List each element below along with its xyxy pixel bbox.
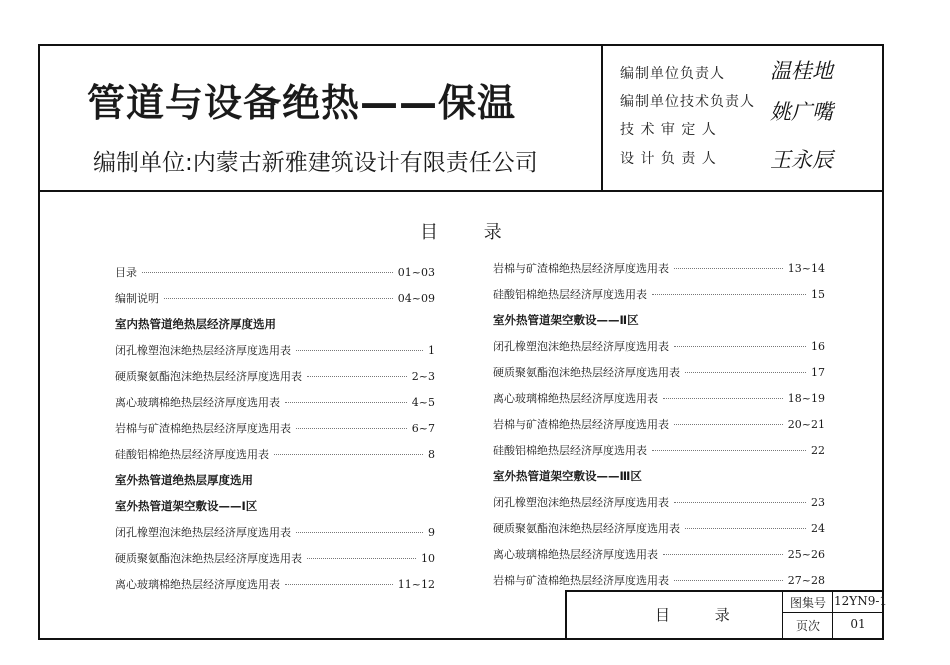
- toc-entry-page: 04~09: [397, 291, 435, 305]
- toc-entry-page: 20~21: [787, 417, 825, 431]
- signature: 王永辰: [770, 148, 833, 172]
- toc-entry-label: 闭孔橡塑泡沫绝热层经济厚度选用表: [493, 340, 669, 353]
- leader-dots: [674, 423, 783, 425]
- toc-entry-page: 15: [811, 287, 825, 301]
- leader-dots: [674, 267, 783, 269]
- toc-entry-page: 17: [811, 365, 825, 379]
- leader-dots: [685, 527, 806, 529]
- toc-entry-label: 编制说明: [115, 292, 159, 305]
- signature: 温桂地: [770, 59, 833, 83]
- toc-entry-label: 室外热管道架空敷设——Ⅲ区: [493, 469, 642, 483]
- document-title: 管道与设备绝热——保温: [87, 81, 517, 125]
- toc-entry: [115, 444, 435, 464]
- leader-dots: [674, 345, 806, 347]
- toc-entry: [493, 362, 825, 382]
- toc-entry-page: 18~19: [787, 391, 825, 405]
- toc-entry: [115, 366, 435, 386]
- leader-dots: [296, 349, 423, 351]
- sign-row-label: 设 计 负 责 人: [620, 151, 717, 167]
- compiling-unit: 编制单位:内蒙古新雅建筑设计有限责任公司: [93, 150, 538, 176]
- toc-entry-label: 目录: [115, 266, 137, 279]
- toc-entry: [493, 492, 825, 512]
- leader-dots: [296, 427, 407, 429]
- toc-entry-page: 01~03: [397, 265, 435, 279]
- header-vertical-divider: [601, 44, 603, 190]
- toc-entry-page: 16: [811, 339, 825, 353]
- toc-entry-label: 硅酸铝棉绝热层经济厚度选用表: [493, 444, 647, 457]
- leader-dots: [285, 401, 407, 403]
- toc-section-heading: [493, 310, 825, 330]
- toc-entry: [115, 418, 435, 438]
- leader-dots: [296, 531, 423, 533]
- toc-entry-label: 岩棉与矿渣棉绝热层经济厚度选用表: [493, 418, 669, 431]
- leader-dots: [685, 371, 806, 373]
- leader-dots: [674, 579, 783, 581]
- toc-entry-label: 硬质聚氨酯泡沫绝热层经济厚度选用表: [115, 552, 302, 565]
- toc-entry-label: 离心玻璃棉绝热层经济厚度选用表: [493, 392, 658, 405]
- toc-entry-page: 22: [811, 443, 825, 457]
- toc-entry-label: 岩棉与矿渣棉绝热层经济厚度选用表: [493, 574, 669, 587]
- toc-entry: [115, 548, 435, 568]
- toc-entry: [493, 336, 825, 356]
- toc-section-heading: [115, 470, 435, 490]
- toc-section-heading: [115, 496, 435, 516]
- title-block-name: 目 录: [655, 606, 730, 624]
- toc-entry: [115, 522, 435, 542]
- sign-row-label: 编制单位技术负责人: [620, 94, 755, 110]
- leader-dots: [663, 397, 783, 399]
- leader-dots: [663, 553, 783, 555]
- toc-entry: [493, 284, 825, 304]
- toc-entry-page: 11~12: [397, 577, 435, 591]
- leader-dots: [164, 297, 393, 299]
- sign-row-label: 技 术 审 定 人: [620, 122, 717, 138]
- toc-entry: [493, 388, 825, 408]
- toc-entry-label: 室内热管道绝热层经济厚度选用: [115, 317, 276, 331]
- toc-section-heading: [115, 314, 435, 334]
- toc-entry: [493, 440, 825, 460]
- toc-entry-label: 室外热管道架空敷设——Ⅰ区: [115, 499, 258, 513]
- leader-dots: [307, 375, 407, 377]
- toc-entry-label: 闭孔橡塑泡沫绝热层经济厚度选用表: [115, 344, 291, 357]
- toc-entry: [115, 262, 435, 282]
- toc-entry-label: 硬质聚氨酯泡沫绝热层经济厚度选用表: [493, 366, 680, 379]
- leader-dots: [674, 501, 806, 503]
- toc-entry: [493, 518, 825, 538]
- toc-entry-page: 9: [428, 525, 435, 539]
- title-block-mid-rule: [782, 612, 884, 613]
- toc-entry: [493, 258, 825, 278]
- sign-row-label: 编制单位负责人: [620, 66, 725, 82]
- toc-section-heading: [493, 466, 825, 486]
- title-block-top-rule: [565, 590, 884, 592]
- toc-entry-label: 室外热管道绝热层厚度选用: [115, 473, 253, 487]
- toc-entry-page: 8: [428, 447, 435, 461]
- toc-entry: [115, 392, 435, 412]
- toc-entry-page: 27~28: [787, 573, 825, 587]
- signature: 姚广嘴: [770, 100, 833, 124]
- toc-entry-page: 10: [421, 551, 435, 565]
- toc-entry-label: 室外热管道架空敷设——Ⅱ区: [493, 313, 639, 327]
- page-number-label: 页次: [795, 619, 820, 633]
- toc-entry-label: 硬质聚氨酯泡沫绝热层经济厚度选用表: [115, 370, 302, 383]
- toc-entry-page: 2~3: [411, 369, 435, 383]
- toc-entry: [493, 544, 825, 564]
- title-block-rule: [832, 590, 833, 640]
- atlas-number-label: 图集号: [789, 596, 826, 610]
- page-number-value: 01: [850, 617, 866, 631]
- toc-entry-page: 13~14: [787, 261, 825, 275]
- toc-title: 目 录: [420, 222, 502, 243]
- toc-entry-label: 硅酸铝棉绝热层经济厚度选用表: [115, 448, 269, 461]
- toc-entry-label: 离心玻璃棉绝热层经济厚度选用表: [493, 548, 658, 561]
- toc-entry-label: 闭孔橡塑泡沫绝热层经济厚度选用表: [115, 526, 291, 539]
- leader-dots: [307, 557, 416, 559]
- toc-entry-label: 离心玻璃棉绝热层经济厚度选用表: [115, 578, 280, 591]
- toc-entry-page: 23: [811, 495, 825, 509]
- toc-entry-label: 岩棉与矿渣棉绝热层经济厚度选用表: [115, 422, 291, 435]
- leader-dots: [652, 293, 806, 295]
- leader-dots: [652, 449, 806, 451]
- title-block-rule: [782, 590, 783, 640]
- toc-entry: [493, 570, 825, 590]
- toc-entry-label: 硬质聚氨酯泡沫绝热层经济厚度选用表: [493, 522, 680, 535]
- toc-entry: [115, 574, 435, 594]
- toc-entry-page: 24: [811, 521, 825, 535]
- toc-entry-label: 岩棉与矿渣棉绝热层经济厚度选用表: [493, 262, 669, 275]
- toc-entry-label: 离心玻璃棉绝热层经济厚度选用表: [115, 396, 280, 409]
- leader-dots: [142, 271, 393, 273]
- toc-entry-page: 1: [428, 343, 435, 357]
- toc-entry-page: 4~5: [411, 395, 435, 409]
- toc-entry: [115, 340, 435, 360]
- header-divider: [38, 190, 884, 192]
- atlas-number-value: 12YN9-1: [834, 594, 888, 608]
- leader-dots: [274, 453, 423, 455]
- toc-entry-page: 6~7: [411, 421, 435, 435]
- leader-dots: [285, 583, 393, 585]
- title-block-left-rule: [565, 590, 567, 640]
- toc-entry-label: 闭孔橡塑泡沫绝热层经济厚度选用表: [493, 496, 669, 509]
- toc-entry: [115, 288, 435, 308]
- toc-entry-page: 25~26: [787, 547, 825, 561]
- toc-entry-label: 硅酸铝棉绝热层经济厚度选用表: [493, 288, 647, 301]
- toc-entry: [493, 414, 825, 434]
